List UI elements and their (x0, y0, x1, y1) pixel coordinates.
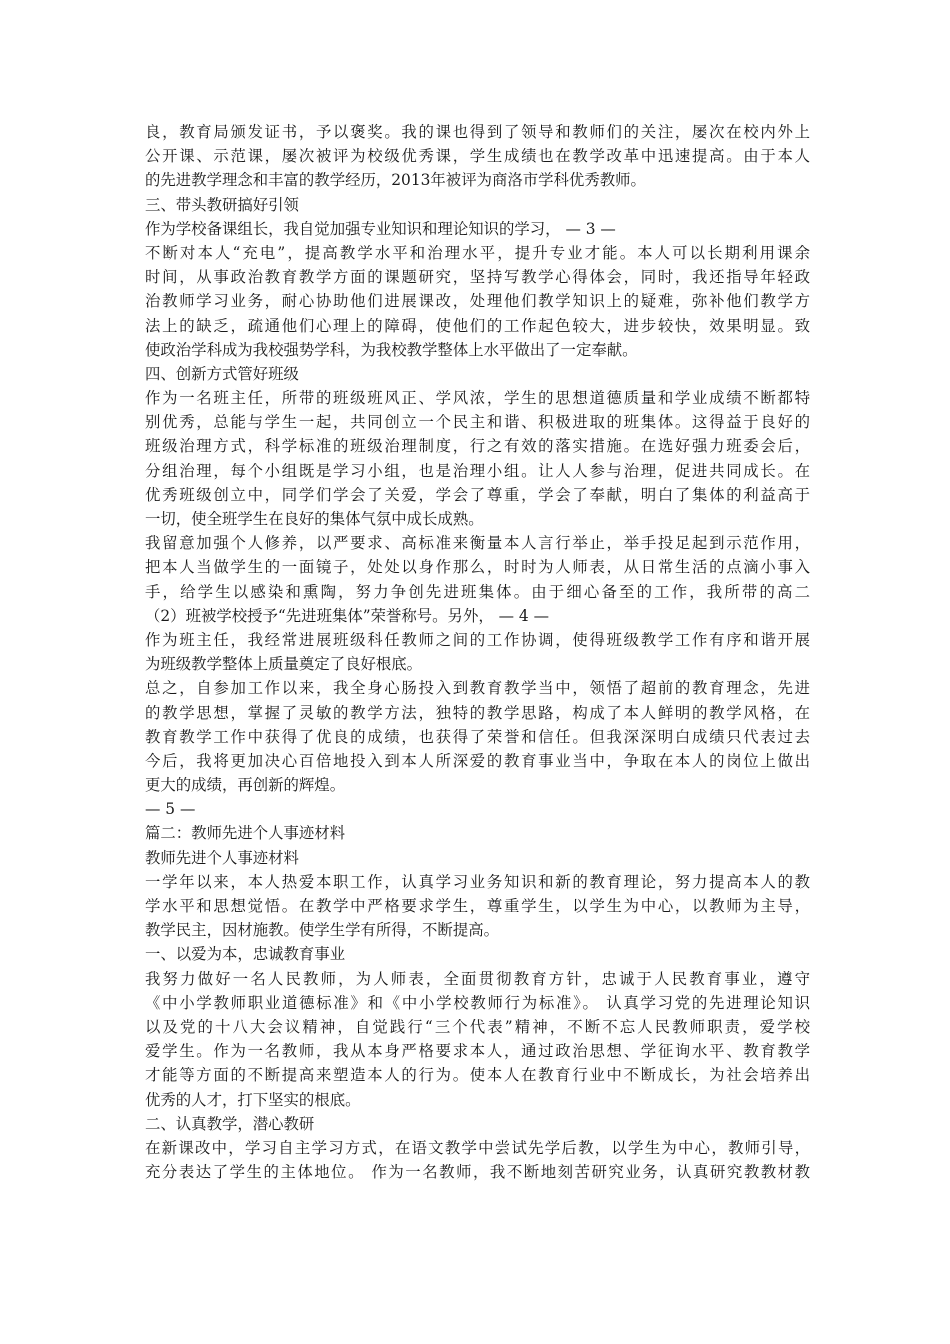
text-line: 一、以爱为本，忠诚教育事业 (145, 945, 346, 964)
text-line: 班级治理方式，科学标准的班级治理制度，行之有效的落实措施。在选好强力班委会后， (145, 437, 810, 456)
text-line: 教师先进个人事迹材料 (145, 848, 299, 867)
text-line: 别优秀，总能与学生一起，共同创立一个民主和谐、积极进取的班集体。这得益于良好的 (145, 413, 810, 432)
text-line: 篇二：教师先进个人事迹材料 (145, 824, 346, 843)
text-line: 的先进教学理念和丰富的教学经历，2013年被评为商洛市学科优秀教师。 (145, 171, 646, 190)
text-line: 充分表达了学生的主体地位。 作为一名教师，我不断地刻苦研究业务，认真研究教教材教 (145, 1163, 810, 1182)
text-line: 教学民主，因材施教。使学生学有所得，不断提高。 (145, 921, 499, 940)
text-line: 不断对本人“充电”，提高教学水平和治理水平，提升专业才能。本人可以长期利用课余 (145, 243, 810, 262)
text-line: 良，教育局颁发证书，予以褒奖。我的课也得到了领导和教师们的关注，屡次在校内外上 (145, 123, 810, 141)
text-line: 以及党的十八大会议精神，自觉践行“三个代表”精神，不断不忘人民教师职责，爱学校 (145, 1017, 810, 1036)
text-line: 总之，自参加工作以来，我全身心肠投入到教育教学当中，领悟了超前的教育理念，先进 (145, 679, 810, 698)
text-line: 法上的缺乏，疏通他们心理上的障碍，使他们的工作起色较大，进步较快，效果明显。致 (145, 316, 810, 335)
text-line: 三、带头教研搞好引领 (145, 195, 299, 214)
text-line: 我留意加强个人修养，以严要求、高标准来衡量本人言行举止，举手投足起到示范作用， (145, 534, 810, 553)
text-line: 二、认真教学，潜心教研 (145, 1114, 315, 1133)
text-line: 一切，使全班学生在良好的集体气氛中成长成熟。 (145, 510, 484, 528)
text-line: 才能等方面的不断提高来塑造本人的行为。使本人在教育行业中不断成长，为社会培养出 (145, 1066, 810, 1085)
text-line: 今后，我将更加决心百倍地投入到本人所深爱的教育事业当中，争取在本人的岗位上做出 (145, 751, 810, 770)
text-line: 分组治理，每个小组既是学习小组，也是治理小组。让人人参与治理，促进共同成长。在 (145, 461, 810, 480)
text-line: 学水平和思想觉悟。在教学中严格要求学生，尊重学生，以学生为中心，以教师为主导， (145, 897, 810, 915)
text-line: 作为学校备课组长，我自觉加强专业知识和理论知识的学习， — 3 — (145, 219, 616, 238)
text-line: 作为班主任，我经常进展班级科任教师之间的工作协调，使得班级教学工作有序和谐开展 (145, 630, 810, 649)
text-line: 作为一名班主任，所带的班级班风正、学风浓，学生的思想道德质量和学业成绩不断都特 (145, 389, 810, 408)
text-line: 时间，从事政治教育教学方面的课题研究，坚持写教学心得体会，同时，我还指导年轻政 (145, 268, 810, 287)
text-line: 为班级教学整体上质量奠定了良好根底。 (145, 655, 423, 674)
document-body (145, 120, 810, 1184)
text-line: 在新课改中，学习自主学习方式，在语文教学中尝试先学后教，以学生为中心，教师引导， (145, 1138, 810, 1157)
text-line: 爱学生。作为一名教师，我从本身严格要求本人，通过政治思想、学征询水平、教育教学 (145, 1042, 810, 1061)
text-line: 更大的成绩，再创新的辉煌。 (145, 776, 346, 795)
text-line: 治教师学习业务，耐心协助他们进展课改，处理他们教学知识上的疑难，弥补他们教学方 (145, 292, 810, 311)
text-line: 《中小学教师职业道德标准》和《中小学校教师行为标准》。 认真学习党的先进理论知识 (145, 993, 810, 1012)
text-line: 我努力做好一名人民教师，为人师表，全面贯彻教育方针，忠诚于人民教育事业，遵守 (145, 969, 810, 988)
text-line: 公开课、示范课，屡次被评为校级优秀课，学生成绩也在教学改革中迅速提高。由于本人 (145, 147, 810, 166)
text-line: 的教学思想，掌握了灵敏的教学方法，独特的教学思路，构成了本人鲜明的教学风格，在 (145, 703, 810, 722)
text-line: （2）班被学校授予“先进班集体”荣誉称号。另外， — 4 — (145, 606, 549, 625)
text-line: 使政治学科成为我校强势学科，为我校教学整体上水平做出了一定奉献。 (145, 340, 638, 359)
text-line: 教育教学工作中获得了优良的成绩，也获得了荣誉和信任。但我深深明白成绩只代表过去 (145, 727, 810, 746)
text-line: 手，给学生以感染和熏陶，努力争创先进班集体。由于细心备至的工作，我所带的高二 (145, 582, 810, 601)
text-line: 把本人当做学生的一面镜子，处处以身作那么，时时为人师表，从日常生活的点滴小事入 (145, 558, 810, 577)
text-line: 优秀班级创立中，同学们学会了关爱，学会了尊重，学会了奉献，明白了集体的利益高于 (145, 485, 810, 504)
text-line: 四、创新方式管好班级 (145, 364, 299, 383)
text-line: — 5 — (145, 800, 196, 819)
text-line: 一学年以来，本人热爱本职工作，认真学习业务知识和新的教育理论，努力提高本人的教 (145, 872, 810, 891)
text-line: 优秀的人才，打下坚实的根底。 (145, 1090, 361, 1109)
